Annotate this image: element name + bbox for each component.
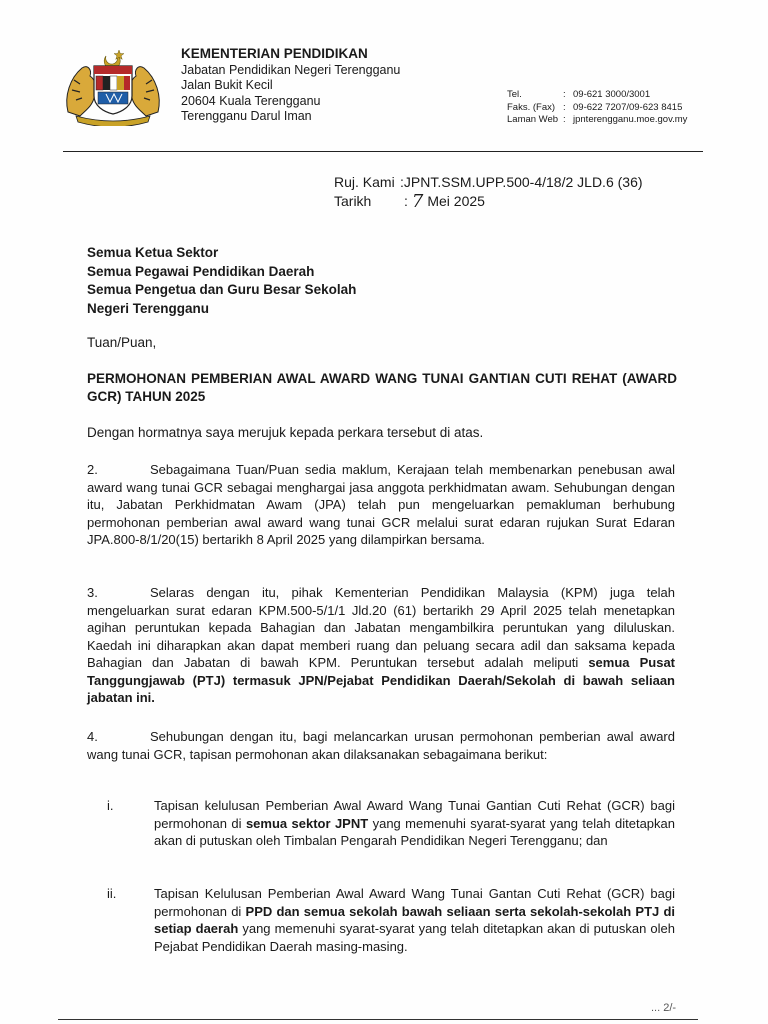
- address-line: Jabatan Pendidikan Negeri Terengganu: [181, 62, 401, 77]
- recipient-line: Semua Pengetua dan Guru Besar Sekolah: [87, 282, 357, 297]
- contact-separator: :: [563, 89, 566, 100]
- paragraph-number: 2.: [87, 462, 98, 477]
- list-item-text-post: yang memenuhi syarat-syarat yang telah ditetapkan akan di putuskan oleh Pejabat Pendidikan Daerah masing-masing.: [154, 921, 675, 954]
- list-item-number: i.: [107, 798, 114, 813]
- recipient-line: Semua Pegawai Pendidikan Daerah: [87, 263, 315, 279]
- coat-of-arms-logo: [62, 46, 164, 126]
- paragraph-text: Selaras dengan itu, pihak Kementerian Pendidikan Malaysia (KPM) juga telah mengeluarkan surat edaran KPM.500-5/1/1 Jld.20 (61) bertarikh 29 April 2025 telah menetapkan agihan peruntukan kepada Bahagian dan Jabatan mengambilkira peruntukan yang diluluskan. Kaedah ini diharapkan akan dapat memberi ruang dan peluang secara adil dan saksama kepada Bahagian dan Jabatan di bawah KPM. Peruntukan tersebut adalah meliputi: [87, 585, 675, 670]
- ministry-name: KEMENTERIAN PENDIDIKAN: [181, 46, 368, 61]
- address-line: Terengganu Darul Iman: [181, 109, 312, 123]
- contact-row-fax: [507, 102, 687, 115]
- reference-row: [334, 173, 643, 192]
- reference-label: Ruj. Kami: [334, 174, 395, 190]
- date-day-handwritten: 7: [411, 191, 424, 212]
- list-item: [107, 797, 675, 850]
- list-item-bold: semua sektor JPNT: [245, 815, 369, 831]
- list-item-number: ii.: [107, 886, 117, 901]
- list-item-text: [154, 797, 675, 850]
- letterhead-organisation: [181, 46, 400, 125]
- list-item-text: [154, 885, 675, 955]
- list-item-text-pre: Tapisan kelulusan Pemberian Awal Award Wang Tunai Gantian Cuti Rehat (GCR) bagi permohonan di: [154, 798, 675, 831]
- date-row: [334, 192, 643, 211]
- contact-label: Tel.: [507, 89, 522, 100]
- address-line: Jalan Bukit Kecil: [181, 78, 273, 92]
- paragraph-bold-text: semua Pusat Tanggungjawab (PTJ) termasuk JPN/Pejabat Pendidikan Daerah/Sekolah di bawah seliaan jabatan ini.: [87, 655, 676, 705]
- contact-label: Laman Web: [507, 114, 559, 125]
- paragraph-4: [87, 728, 675, 763]
- contact-separator: :: [563, 101, 566, 113]
- paragraph-3: [87, 584, 675, 707]
- date-month-year: Mei 2025: [427, 193, 485, 209]
- intro-paragraph: Dengan hormatnya saya merujuk kepada perkara tersebut di atas.: [87, 425, 484, 440]
- contact-value: jpnterengganu.moe.gov.my: [573, 114, 688, 125]
- list-item-text-post: yang memenuhi syarat-syarat yang telah ditetapkan akan di putuskan oleh Timbalan Pengarah Pendidikan Negeri Terengganu; dan: [154, 815, 676, 848]
- paragraph-text: Sebagaimana Tuan/Puan sedia maklum, Kerajaan telah membenarkan penebusan awal award wang tunai GCR sebagai menghargai jasa anggota perkhidmatan awam. Sehubungan dengan itu, Jabatan Perkhidmatan Awam (JPA) telah pun mengeluarkan pemakluman berhubung permohonan pemberian awal award wang tunai GCR melalui surat edaran rujukan Surat Edaran JPA.800-8/1/20(15) bertarikh 8 April 2025 yang dilampirkan bersama.: [87, 462, 675, 547]
- reference-block: [334, 173, 643, 211]
- contact-row-tel: [507, 89, 687, 102]
- paragraph-2: [87, 461, 675, 549]
- recipient-line: Semua Ketua Sektor: [87, 245, 219, 260]
- recipients-block: [87, 244, 356, 318]
- contact-row-web: [507, 114, 687, 127]
- address-line: 20604 Kuala Terengganu: [181, 93, 321, 108]
- salutation: Tuan/Puan,: [87, 335, 157, 350]
- list-item: [107, 885, 675, 955]
- reference-number: :JPNT.SSM.UPP.500-4/18/2 JLD.6 (36): [400, 174, 643, 190]
- contact-value: 09-621 3000/3001: [573, 89, 651, 100]
- contact-separator: :: [563, 114, 566, 125]
- contact-label: Faks. (Fax): [507, 101, 556, 113]
- recipient-line: Negeri Terengganu: [87, 300, 210, 316]
- date-label: Tarikh: [334, 193, 372, 209]
- paragraph-number: 3.: [87, 585, 98, 600]
- footer-divider: [58, 1019, 698, 1020]
- letterhead-divider: [63, 151, 703, 152]
- letter-subject: PERMOHONAN PEMBERIAN AWAL AWARD WANG TUNAI GANTIAN CUTI REHAT (AWARD GCR) TAHUN 2025: [87, 371, 677, 404]
- page-continuation-mark: ... 2/-: [651, 1002, 677, 1014]
- paragraph-text: Sehubungan dengan itu, bagi melancarkan urusan permohonan pemberian awal award wang tunai GCR, tapisan permohonan akan dilaksanakan sebagaimana berikut:: [87, 729, 675, 762]
- contact-value: 09-622 7207/09-623 8415: [573, 101, 683, 113]
- paragraph-number: 4.: [87, 729, 98, 744]
- date-separator: :: [404, 193, 408, 209]
- list-item-text-pre: Tapisan Kelulusan Pemberian Awal Award Wang Tunai Gantan Cuti Rehat (GCR) bagi permohonan di: [154, 886, 675, 919]
- contact-details: [507, 89, 687, 127]
- list-item-bold: PPD dan semua sekolah bawah seliaan serta sekolah-sekolah PTJ di setiap daerah: [154, 903, 675, 936]
